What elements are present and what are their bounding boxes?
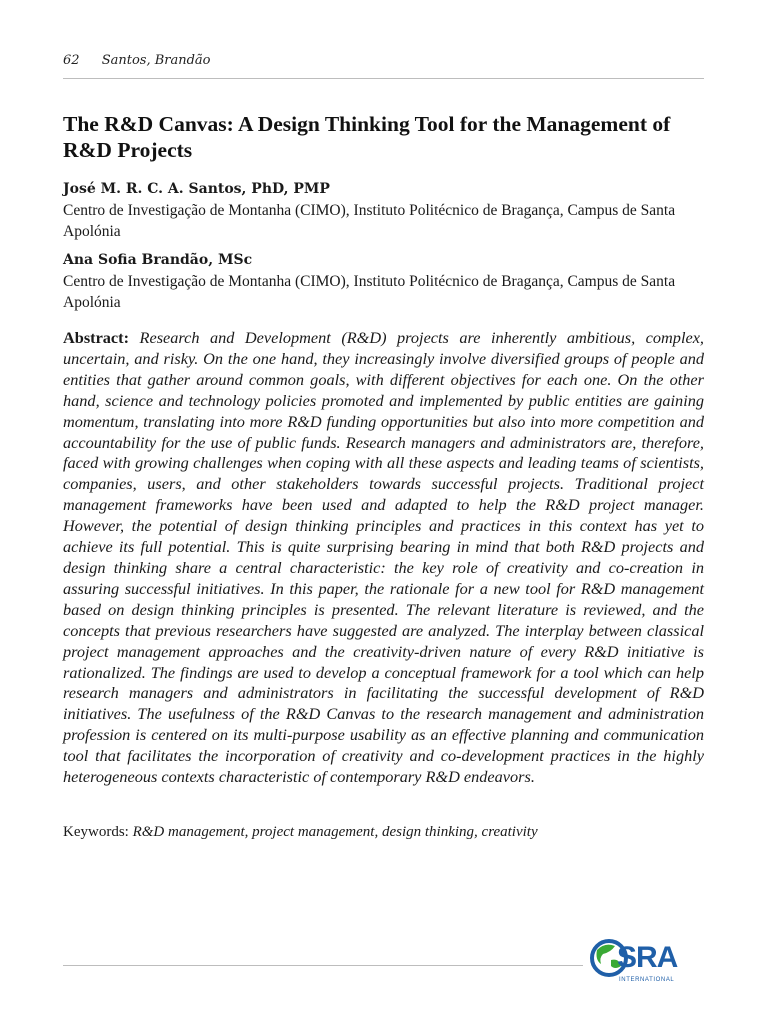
author-affiliation: Centro de Investigação de Montanha (CIMO), Instituto Politécnico de Bragança, Campus de Santa Apolónia: [63, 202, 676, 240]
keywords-label: Keywords:: [63, 824, 129, 840]
abstract-label: Abstract:: [63, 328, 130, 347]
running-header: [63, 53, 704, 68]
running-title: Santos, Brandão: [101, 53, 211, 68]
footer-divider: [63, 965, 583, 966]
sra-international-logo: [589, 936, 689, 994]
author-name: Ana Sofia Brandão, MSc: [63, 252, 253, 268]
header-divider: [63, 78, 704, 79]
page-number: 62: [63, 53, 80, 68]
logo-main-text: SRA: [617, 941, 678, 974]
author-block-2: [63, 250, 704, 313]
logo-sub-text: INTERNATIONAL: [619, 977, 675, 983]
abstract-text: Research and Development (R&D) projects are inherently ambitious, complex, uncertain, and risky. On the one hand, they increasingly involve diversified groups of people and entities that gather around common goals, with different objectives for each one. On the other hand, science and technology policies promoted and implemented by public entities are gaining momentum, translating into more R&D funding opportunities but also into more competition and accountability for the use of public funds. Research managers and administrators are, therefore, faced with growing challenges when coping with all these aspects and leading teams of scientists, companies, users, and other stakeholders towards successful projects. Traditional project management frameworks have been used and adapted to help the R&D project manager. However, the potential of design thinking principles and practices in this context has yet to achieve its full potential. This is quite surprising bearing in mind that both R&D projects and design thinking share a central characteristic: the key role of creativity and co-creation in assuring successful initiatives. In this paper, the rationale for a new tool for R&D management based on design thinking principles is presented. The relevant literature is reviewed, and the concepts that previous researchers have suggested are analyzed. The interplay between classical project management approaches and the creativity-driven nature of every R&D initiative is rationalized. The findings are used to develop a conceptual framework for a tool which can help research managers and administrators in facilitating the successful development of R&D initiatives. The usefulness of the R&D Canvas to the research management and administration profession is centered on its multi-purpose usability as an effective planning and communication tool that facilitates the incorporation of creativity and co-development practices in the highly heterogeneous contexts characteristic of contemporary R&D endeavors.: [63, 328, 704, 787]
abstract: [63, 328, 704, 788]
author-affiliation: Centro de Investigação de Montanha (CIMO), Instituto Politécnico de Bragança, Campus de Santa Apolónia: [63, 273, 676, 311]
keywords-values: R&D management, project management, design thinking, creativity: [132, 824, 538, 840]
paper-title: The R&D Canvas: A Design Thinking Tool for the Management of R&D Projects: [63, 112, 671, 162]
author-name: José M. R. C. A. Santos, PhD, PMP: [63, 181, 330, 197]
keywords: [63, 822, 704, 842]
author-block-1: [63, 179, 704, 242]
